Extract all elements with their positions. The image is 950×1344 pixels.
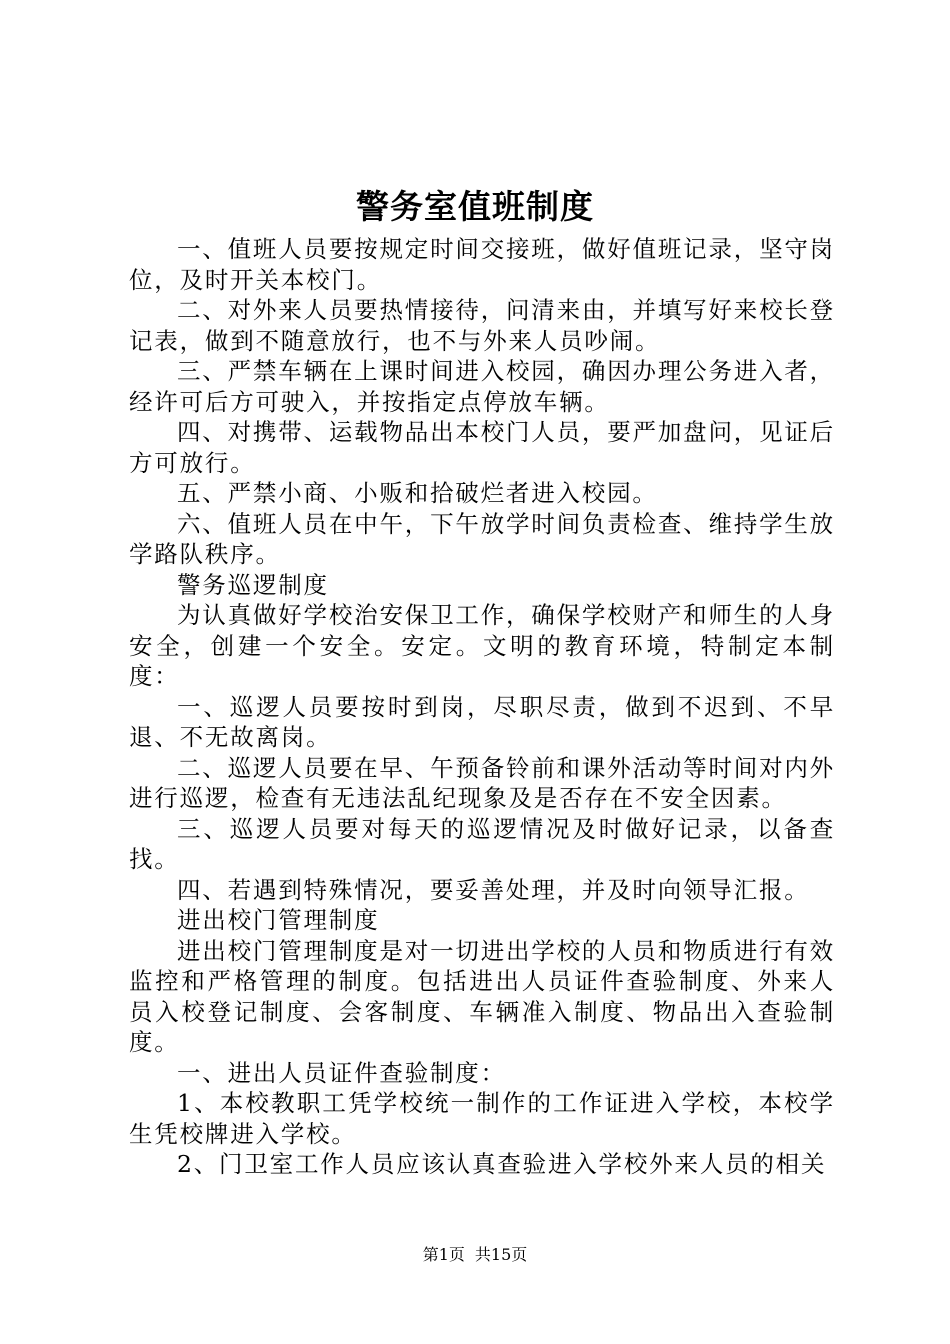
paragraph: 四、若遇到特殊情况，要妥善处理，并及时向领导汇报。 (177, 875, 810, 904)
paragraph: 一、进出人员证件查验制度： (177, 1058, 506, 1087)
paragraph: 1、本校教职工凭学校统一制作的工作证进入学校，本校学生凭校牌进入学校。 (129, 1089, 835, 1148)
document-body (129, 234, 835, 1180)
section-heading: 进出校门管理制度 (177, 906, 380, 934)
paragraph: 六、值班人员在中午，下午放学时间负责检查、维持学生放学路队秩序。 (129, 509, 835, 568)
paragraph: 二、巡逻人员要在早、午预备铃前和课外活动等时间对内外进行巡逻，检查有无违法乱纪现象及是否存在不安全因素。 (129, 753, 835, 812)
paragraph: 2、门卫室工作人员应该认真查验进入学校外来人员的相关 (177, 1150, 827, 1178)
section-heading: 警务巡逻制度 (177, 570, 329, 599)
paragraph: 一、值班人员要按规定时间交接班，做好值班记录，坚守岗位，及时开关本校门。 (129, 235, 835, 294)
page-footer (0, 1245, 950, 1265)
page-number: 第1页 (422, 1245, 465, 1264)
document-title: 警务室值班制度 (356, 187, 594, 226)
paragraph: 为认真做好学校治安保卫工作，确保学校财产和师生的人身安全，创建一个安全。安定。文明的教育环境，特制定本制度： (129, 601, 835, 690)
paragraph: 二、对外来人员要热情接待，问清来由，并填写好来校长登记表，做到不随意放行，也不与外来人员吵闹。 (129, 296, 835, 355)
paragraph: 五、严禁小商、小贩和拾破烂者进入校园。 (177, 479, 658, 507)
total-pages: 共15页 (474, 1245, 528, 1264)
paragraph: 进出校门管理制度是对一切进出学校的人员和物质进行有效监控和严格管理的制度。包括进出人员证件查验制度、外来人员入校登记制度、会客制度、车辆准入制度、物品出入查验制度。 (129, 936, 835, 1056)
paragraph: 三、严禁车辆在上课时间进入校园，确因办理公务进入者，经许可后方可驶入，并按指定点停放车辆。 (129, 357, 835, 416)
paragraph: 一、巡逻人员要按时到岗，尽职尽责，做到不迟到、不早退、不无故离岗。 (129, 692, 835, 751)
paragraph: 四、对携带、运载物品出本校门人员，要严加盘问，见证后方可放行。 (129, 418, 835, 477)
paragraph: 三、巡逻人员要对每天的巡逻情况及时做好记录，以备查找。 (129, 814, 835, 873)
